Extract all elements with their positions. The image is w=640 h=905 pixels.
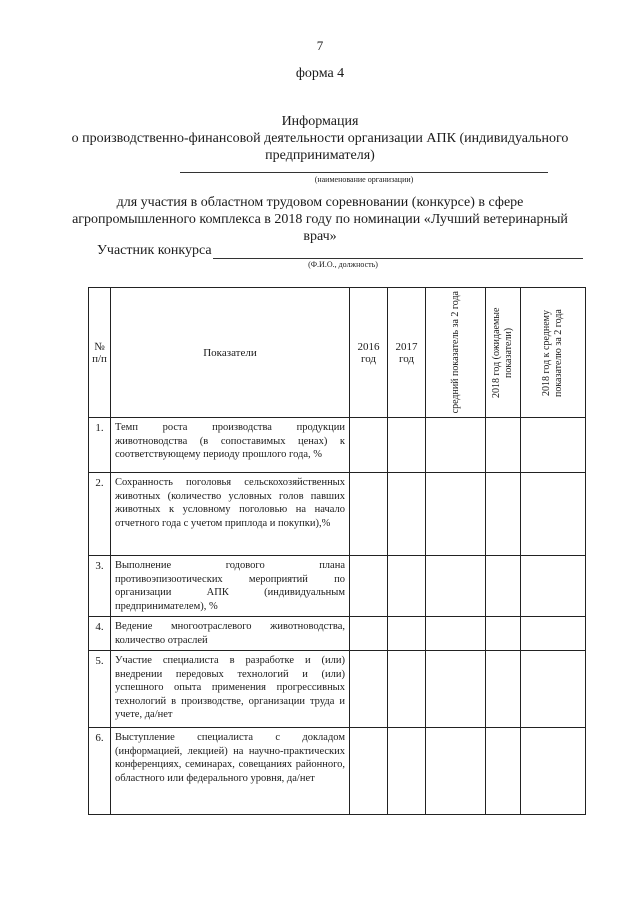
cell-average[interactable] [426,556,486,617]
header-num: № п/п [89,288,111,418]
row-indicator: Темп роста производства продукции животноводства (в сопоставимых ценах) к соответствующему периоду прошлого года, % [111,418,350,473]
cell-2016[interactable] [350,556,388,617]
cell-2018[interactable] [486,473,521,556]
row-number: 3. [89,556,111,617]
cell-ratio[interactable] [521,728,586,815]
purpose-text: для участия в областном трудовом соревновании (конкурсе) в сфере агропромышленного комплекса в 2018 году по номинации «Лучший ветеринарный врач» [72,195,568,244]
cell-average[interactable] [426,651,486,728]
cell-2016[interactable] [350,617,388,651]
row-number: 2. [89,473,111,556]
cell-2016[interactable] [350,651,388,728]
cell-2017[interactable] [388,728,426,815]
table-header-row [89,288,586,418]
cell-ratio[interactable] [521,651,586,728]
table-row [89,651,586,728]
cell-ratio[interactable] [521,556,586,617]
header-ratio-text: 2018 год к среднему показателю за 2 года [541,308,564,397]
cell-2017[interactable] [388,617,426,651]
cell-2017[interactable] [388,418,426,473]
row-indicator: Ведение многоотраслевого животноводства, количество отраслей [111,617,350,651]
cell-2016[interactable] [350,473,388,556]
cell-average[interactable] [426,473,486,556]
organization-name-line [180,172,548,173]
table-row [89,556,586,617]
document-title: Информация [281,114,359,129]
page-number: 7 [316,38,324,53]
header-indicator: Показатели [111,288,350,418]
cell-ratio[interactable] [521,418,586,473]
cell-2018[interactable] [486,651,521,728]
header-2018-text: 2018 год (ожидаемые показатели) [491,307,514,398]
participant-caption: (Ф.И.О., должность) [308,260,378,269]
table-row [89,617,586,651]
cell-average[interactable] [426,728,486,815]
document-subtitle: о производственно-финансовой деятельности организации АПК (индивидуального предпринимателя) [71,131,569,163]
participant-name-line [213,258,583,259]
row-number: 4. [89,617,111,651]
table-row [89,418,586,473]
cell-2017[interactable] [388,651,426,728]
header-2018 [486,288,521,418]
row-indicator: Сохранность поголовья сельскохозяйственных животных (количество условных голов павших животных к условному поголовью на начало отчетного года с учетом приплода и покупки),% [111,473,350,556]
table-row [89,473,586,556]
cell-2016[interactable] [350,728,388,815]
cell-2018[interactable] [486,418,521,473]
form-label: форма 4 [295,66,345,81]
row-indicator: Участие специалиста в разработке и (или) внедрении передовых технологий и (или) успешного опыта применения прогрессивных технологий в производстве, организации труда и учете, да/нет [111,651,350,728]
participant-label: Участник конкурса [97,243,212,258]
cell-2017[interactable] [388,556,426,617]
cell-2018[interactable] [486,617,521,651]
cell-2017[interactable] [388,473,426,556]
cell-2018[interactable] [486,556,521,617]
cell-2018[interactable] [486,728,521,815]
header-2016: 2016 год [350,288,388,418]
cell-average[interactable] [426,418,486,473]
header-2017: 2017 год [388,288,426,418]
row-indicator: Выступление специалиста с докладом (информацией, лекцией) на научно-практических конференциях, семинарах, совещаниях районного, областного или федерального уровня, да/нет [111,728,350,815]
indicators-table [88,287,586,815]
row-number: 6. [89,728,111,815]
header-average [426,288,486,418]
row-number: 1. [89,418,111,473]
table-row [89,728,586,815]
cell-ratio[interactable] [521,473,586,556]
cell-average[interactable] [426,617,486,651]
row-indicator: Выполнение годового плана противоэпизоотических мероприятий по организации АПК (индивидуальным предпринимателем), % [111,556,350,617]
organization-caption: (наименование организации) [314,175,414,184]
cell-ratio[interactable] [521,617,586,651]
row-number: 5. [89,651,111,728]
header-ratio [521,288,586,418]
cell-2016[interactable] [350,418,388,473]
header-average-text: средний показатель за 2 года [449,291,461,414]
